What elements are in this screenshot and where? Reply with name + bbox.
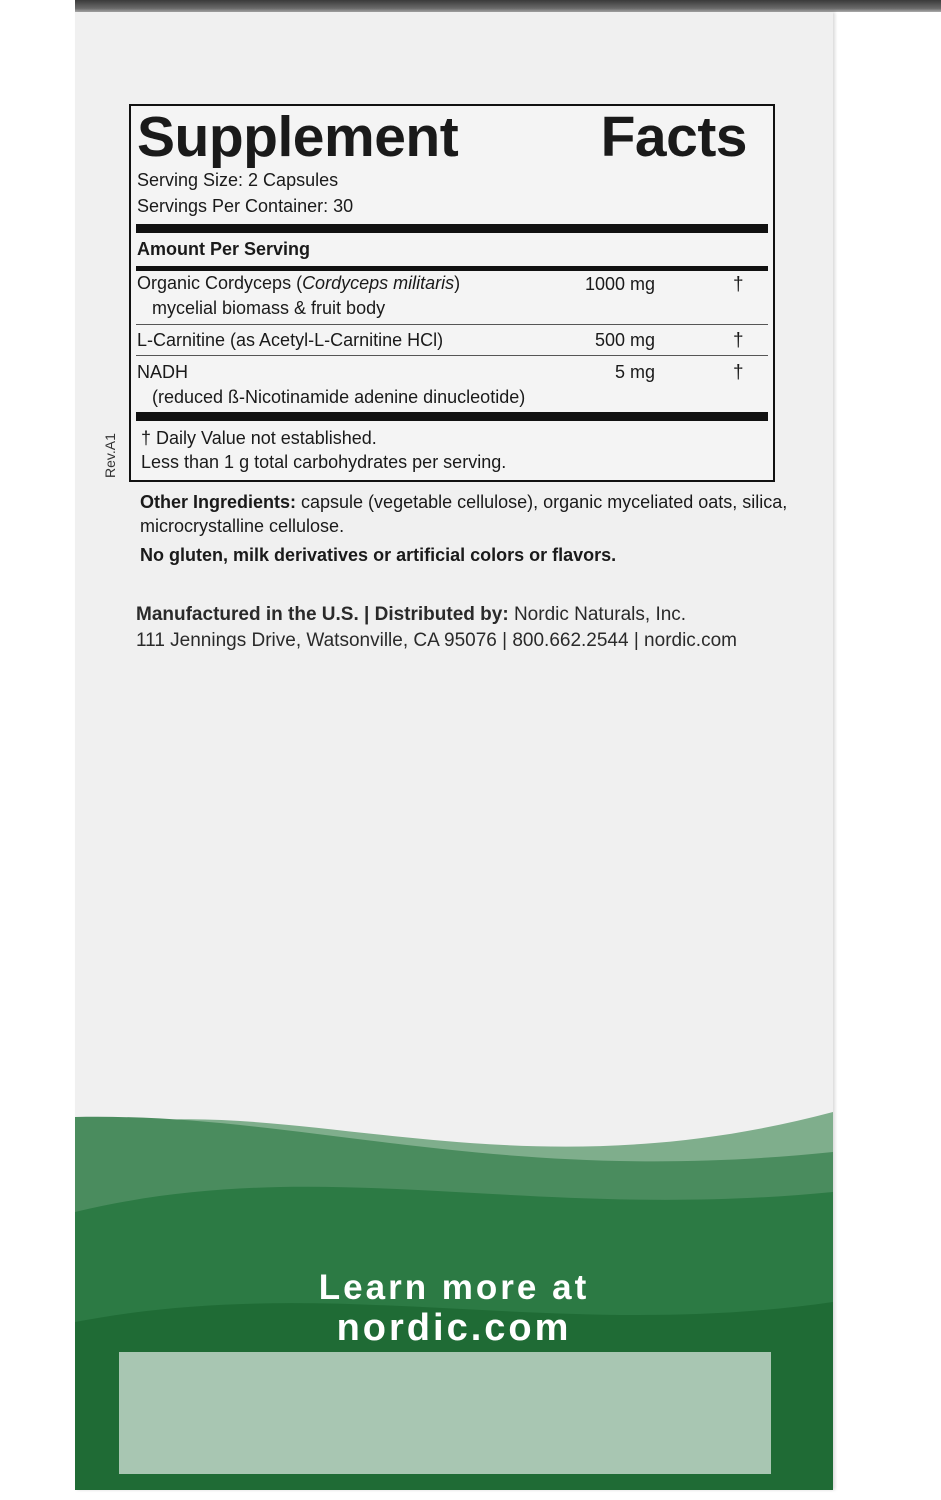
nutrient-amount: 5 mg [614,362,655,382]
daily-value-mark: † [733,330,744,351]
servings-per-container: Servings Per Container: 30 [137,196,354,216]
footnote-daily-value: † Daily Value not established. [141,428,377,448]
row-divider [136,355,768,356]
nutrient-subtext: (reduced ß-Nicotinamide adenine dinucleotide) [152,387,526,407]
facts-title-word2: Facts [600,105,747,169]
daily-value-mark: † [733,274,744,295]
nutrient-amount: 1000 mg [584,274,655,294]
serving-size: Serving Size: 2 Capsules [137,170,339,190]
box-right-background [833,12,941,1500]
daily-value-mark: † [733,362,744,383]
nutrient-name: L-Carnitine (as Acetyl-L-Carnitine HCl) [137,330,444,350]
nutrient-name: NADH [137,362,189,382]
nutrient-name: Organic Cordyceps (Cordyceps militaris) [137,273,461,293]
thick-divider [136,412,768,421]
facts-title-word1: Supplement [137,105,459,169]
row-divider [136,324,768,325]
footnote-carbohydrates: Less than 1 g total carbohydrates per serving. [141,452,507,472]
facts-title [137,106,747,168]
nutrient-subtext: mycelial biomass & fruit body [152,298,386,318]
revision-code: Rev.A1 [102,433,118,478]
promo-url: nordic.com [336,1307,572,1349]
promo-line-1: Learn more at [318,1268,590,1307]
manufacturer-address: 111 Jennings Drive, Watsonville, CA 95076 | 800.662.2544 | nordic.com [136,630,737,651]
medium-divider [136,266,768,271]
other-ingredients: Other Ingredients: capsule (vegetable cellulose), organic myceliated oats, silica, microcrystalline cellulose. [140,492,788,536]
allergen-statement: No gluten, milk derivatives or artificial colors or flavors. [140,545,617,565]
manufacturer-info: Manufactured in the U.S. | Distributed by: Nordic Naturals, Inc. 111 Jennings Drive, Watsonville, CA 95076 | 800.662.2544 | nordic.com [136,602,737,654]
supplement-facts-panel [129,104,775,482]
nutrient-amount: 500 mg [594,330,655,350]
amount-per-serving: Amount Per Serving [137,239,311,259]
thick-divider [136,224,768,233]
upc-label-area [119,1352,771,1474]
